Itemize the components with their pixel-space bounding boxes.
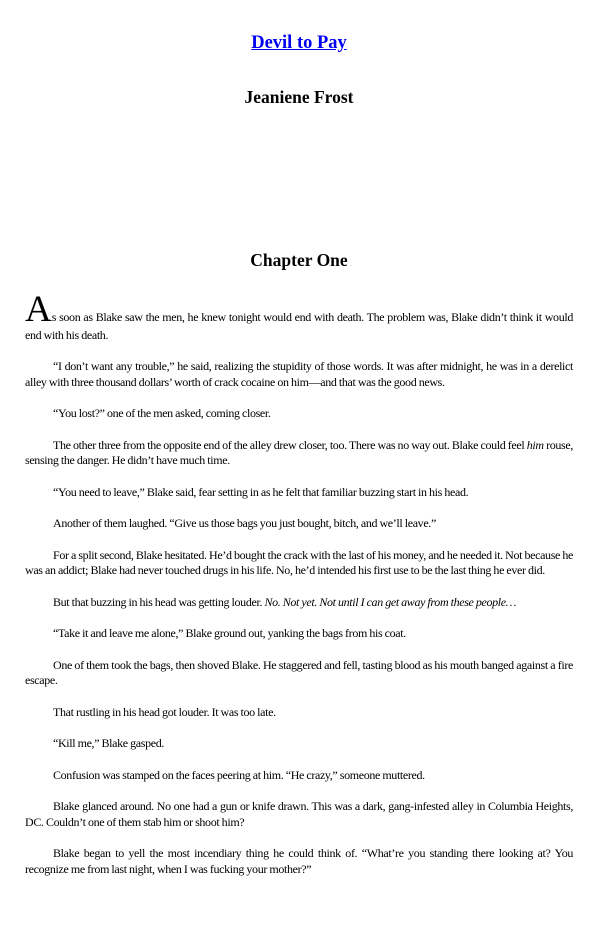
text-run: “You need to leave,” Blake said, fear setting in as he felt that familiar buzzing start in his head. (53, 484, 469, 499)
paragraph (25, 485, 573, 501)
book-title (25, 33, 573, 54)
text-run: rouse, sensing the danger. He didn’t have much time. (25, 437, 573, 468)
text-run: “I don’t want any trouble,” he said, realizing the stupidity of those words. It was after midnight, he was in a derelict alley with three thousand dollars’ worth of crack cocaine on him—and that was the good news. (25, 359, 573, 389)
text-run: For a split second, Blake hesitated. He’d bought the crack with the last of his money, and he needed it. Not because he was an addict; Blake had never touched drugs in his life. No, he’d intended his first use to be the last thing he ever did. (25, 547, 573, 578)
paragraph (25, 288, 573, 344)
paragraph (25, 799, 573, 830)
paragraph (25, 846, 573, 877)
paragraph (25, 406, 573, 422)
text-run: Blake began to yell the most incendiary thing he could think of. “What’re you standing there looking at? You recognize me from last night, when I was fucking your mother?” (25, 846, 573, 876)
author-name: Jeaniene Frost (244, 87, 354, 108)
text-run: But that buzzing in his head was getting louder. (53, 594, 265, 609)
italic-text-run: No. Not yet. Not until I can get away from these people… (264, 594, 517, 609)
ebook-page (0, 33, 600, 877)
paragraph (25, 548, 573, 579)
text-run: Another of them laughed. “Give us those bags you just bought, bitch, and we’ll leave.” (53, 516, 436, 531)
text-run: “You lost?” one of the men asked, coming closer. (53, 406, 271, 421)
paragraph (25, 658, 573, 689)
text-run: s soon as Blake saw the men, he knew tonight would end with death. The problem was, Blake didn’t think it would end with his death. (25, 309, 573, 342)
text-run: The other three from the opposite end of the alley drew closer, too. There was no way out. Blake could feel (53, 437, 527, 452)
text-run: Confusion was stamped on the faces peering at him. “He crazy,” someone muttered. (53, 767, 425, 782)
paragraph (25, 359, 573, 390)
italic-text-run: him (526, 437, 544, 452)
document-page (0, 33, 600, 933)
paragraph (25, 626, 573, 642)
drop-cap-letter: A (25, 288, 52, 330)
text-run: Blake glanced around. No one had a gun or knife drawn. This was a dark, gang-infested alley in Columbia Heights, DC. Couldn’t one of them stab him or shoot him? (25, 799, 573, 829)
paragraph (25, 595, 573, 611)
paragraph (25, 705, 573, 721)
text-run: “Kill me,” Blake gasped. (53, 736, 164, 751)
paragraph (25, 438, 573, 469)
book-title-link[interactable]: Devil to Pay (251, 33, 347, 53)
chapter-heading: Chapter One (250, 250, 348, 271)
paragraph (25, 768, 573, 784)
paragraph (25, 516, 573, 532)
body-text (25, 288, 573, 878)
paragraph (25, 736, 573, 752)
text-run: That rustling in his head got louder. It was too late. (53, 704, 276, 719)
text-run: “Take it and leave me alone,” Blake ground out, yanking the bags from his coat. (53, 626, 406, 641)
text-run: One of them took the bags, then shoved Blake. He staggered and fell, tasting blood as his mouth banged against a fire escape. (25, 657, 573, 688)
